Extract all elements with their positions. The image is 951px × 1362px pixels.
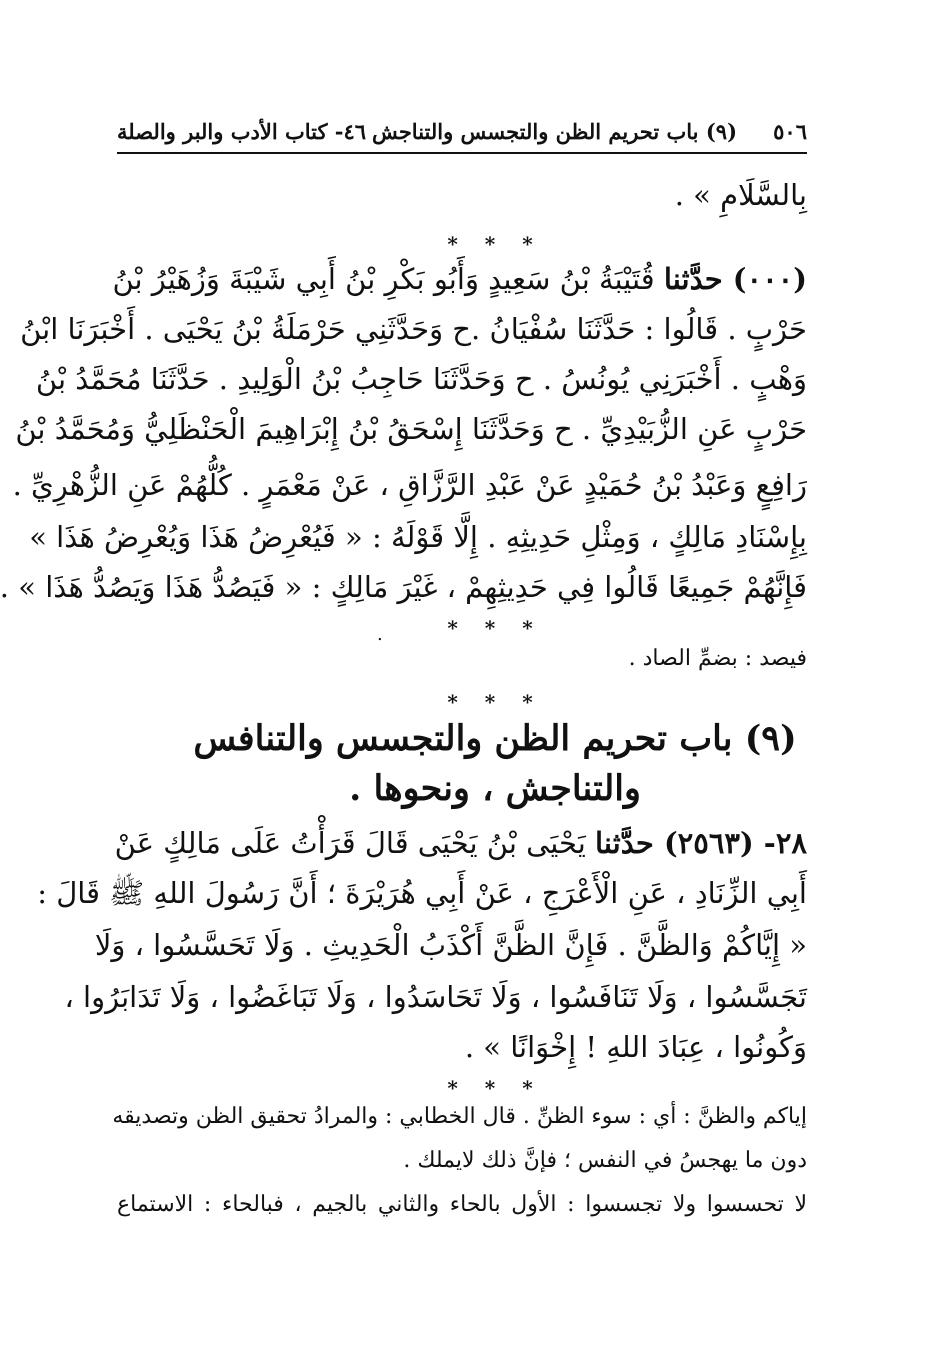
footnote-line: فيصد : بضمِّ الصاد .: [628, 646, 807, 671]
separator: * * *: [447, 1076, 543, 1100]
hadith-line: وَهْبٍ . أَخْبَرَنِي يُونُسُ . ح وَحَدَّثَنَا حَاجِبُ بْنُ الْوَلِيدِ . حَدَّثَنَا مُحَمَّدُ بْنُ: [35, 362, 807, 396]
ink-dot: .: [377, 624, 383, 645]
separator: * * *: [447, 690, 543, 714]
hadith-line: بِإِسْنَادِ مَالِكٍ ، وَمِثْلِ حَدِيثِهِ . إِلَّا قَوْلَهُ : « فَيُعْرِضُ هَذَا وَيُعْرِضُ هَذَا »: [29, 520, 807, 554]
text-line: بِالسَّلَامِ » .: [674, 178, 807, 212]
footnote-line: إياكم والظنَّ : أي : سوء الظنِّ . قال الخطابي : والمرادُ تحقيق الظن وتصديقه: [112, 1104, 807, 1129]
footnote-line: دون ما يهجسُ في النفس ؛ فإنَّ ذلك لايملك .: [403, 1148, 807, 1173]
hadith-line: [114, 826, 807, 861]
hadith-line: رَافِعٍ وَعَبْدُ بْنُ حُمَيْدٍ عَنْ عَبْدِ الرَّزَّاقِ ، عَنْ مَعْمَرٍ . كُلُّهُمْ عَنِ الزُّهْرِيِّ .: [12, 468, 807, 502]
chapter-title: (٩) باب تحريم الظن والتجسس والتنافس: [193, 718, 797, 759]
header-book: ٤٦- كتاب الأدب والبر والصلة: [117, 119, 367, 144]
hadith-label: (٠٠٠) حدَّثنا: [663, 262, 807, 296]
hadith-line: أَبِي الزِّنَادِ ، عَنِ الْأَعْرَجِ ، عَنْ أَبِي هُرَيْرَةَ ؛ أَنَّ رَسُولَ اللهِ ﷺ قَالَ :: [37, 876, 807, 910]
hadith-label: ٢٨- (٢٥٦٣) حدَّثنا: [595, 826, 807, 860]
hadith-text: قُتَيْبَةُ بْنُ سَعِيدٍ وَأَبُو بَكْرِ بْنُ أَبِي شَيْبَةَ وَزُهَيْرُ بْنُ: [112, 262, 655, 296]
header-chapter: (٩) باب تحريم الظن والتجسس والتناجش: [372, 119, 737, 144]
hadith-text: يَحْيَى بْنُ يَحْيَى قَالَ قَرَأْتُ عَلَى مَالِكٍ عَنْ: [114, 826, 586, 860]
hadith-line: حَرْبٍ . قَالُوا : حَدَّثَنَا سُفْيَانُ .ح وَحَدَّثَنِي حَرْمَلَةُ بْنُ يَحْيَى . أَخْبَرَنَا ابْنُ: [20, 312, 807, 346]
running-header: [117, 112, 807, 154]
hadith-line: تَجَسَّسُوا ، وَلَا تَنَافَسُوا ، وَلَا تَحَاسَدُوا ، وَلَا تَبَاغَضُوا ، وَلَا تَدَابَرُوا ،: [64, 980, 807, 1014]
hadith-line: فَإِنَّهُمْ جَمِيعًا قَالُوا فِي حَدِيثِهِمْ ، غَيْرَ مَالِكٍ : « فَيَصُدُّ هَذَا وَيَصُدُّ هَذَا » .: [0, 570, 807, 604]
separator: * * *: [447, 616, 543, 640]
footnote-line: لا تحسسوا ولا تجسسوا : الأول بالحاء والثاني بالجيم ، فبالحاء : الاستماع: [117, 1192, 807, 1217]
hadith-line: وَكُونُوا ، عِبَادَ اللهِ ! إِخْوَانًا » .: [464, 1030, 807, 1064]
page-number: ٥٠٦: [773, 119, 807, 144]
chapter-title-continued: والتناجش ، ونحوها .: [349, 768, 641, 809]
hadith-line: [112, 262, 807, 297]
hadith-line: « إِيَّاكُمْ وَالظَّنَّ . فَإِنَّ الظَّنَّ أَكْذَبُ الْحَدِيثِ . وَلَا تَحَسَّسُوا ، وَلَا: [94, 928, 807, 962]
hadith-line: حَرْبٍ عَنِ الزُّبَيْدِيِّ . ح وَحَدَّثَنَا إِسْحَقُ بْنُ إِبْرَاهِيمَ الْحَنْظَلِيُّ وَمُحَمَّدُ بْنُ: [15, 412, 807, 446]
separator: * * *: [447, 232, 543, 256]
